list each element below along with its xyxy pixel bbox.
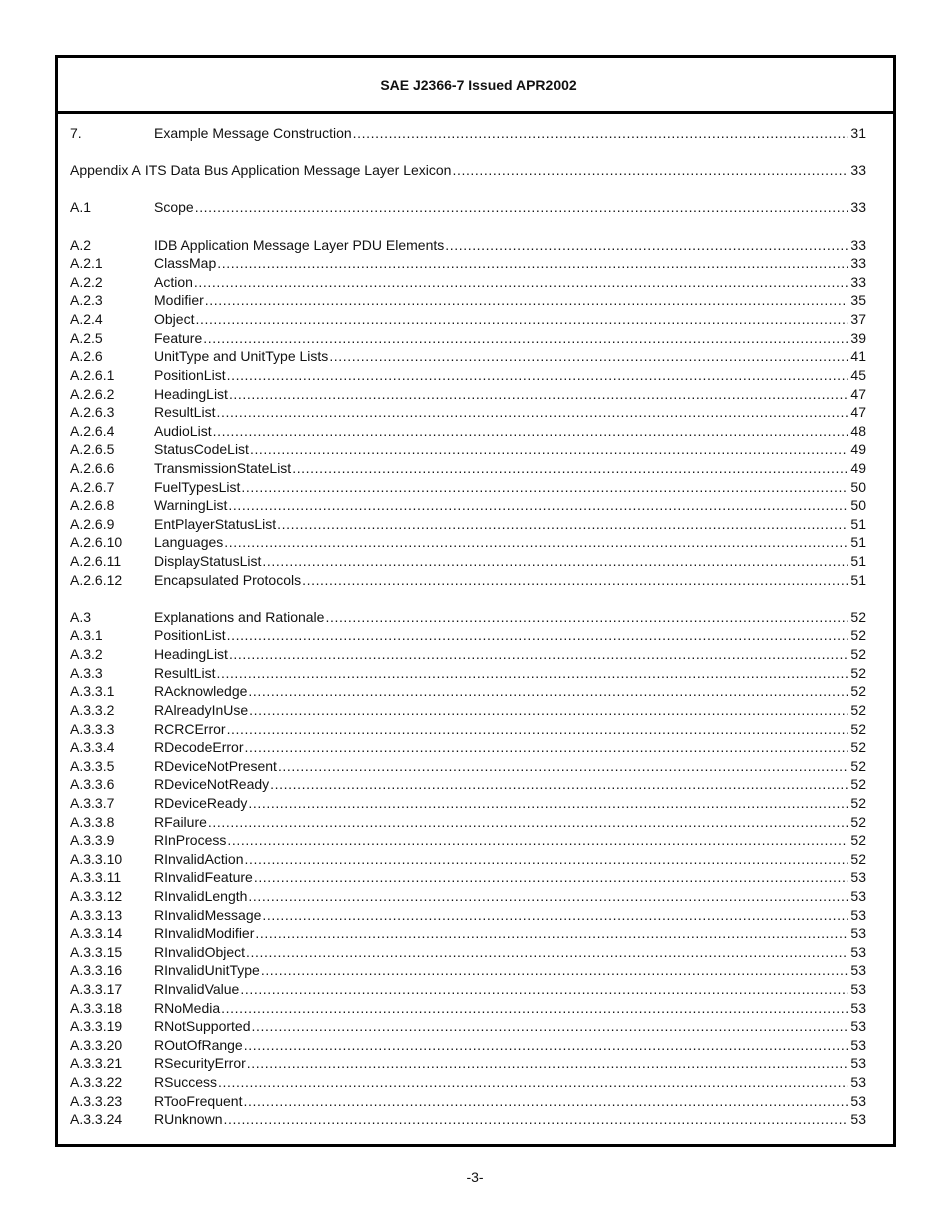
toc-entry-page: 52	[850, 683, 866, 700]
toc-entry-page: 41	[850, 348, 866, 365]
toc-entry-number: A.3.3.1	[70, 683, 115, 700]
toc-entry-title: DisplayStatusList	[154, 553, 262, 570]
toc-entry[interactable]	[70, 924, 866, 943]
toc-entry-page: 33	[850, 199, 866, 216]
toc-entry-number: A.3.3.9	[70, 832, 115, 849]
toc-entry-page: 48	[850, 422, 866, 439]
toc-entry-page: 52	[850, 757, 866, 774]
toc-entry[interactable]	[70, 422, 866, 441]
toc-leader-dots	[224, 533, 848, 552]
toc-leader-dots	[227, 831, 848, 850]
toc-entry-title: HeadingList	[154, 385, 228, 402]
toc-entry-number: A.2.6.9	[70, 515, 115, 532]
toc-entry[interactable]	[70, 198, 866, 217]
toc-leader-dots	[244, 738, 848, 757]
toc-entry-title: FuelTypesList	[154, 478, 241, 495]
toc-entry-number: A.2.3	[70, 292, 103, 309]
toc-entry[interactable]	[70, 645, 866, 664]
toc-leader-dots	[216, 403, 848, 422]
toc-leader-dots	[277, 515, 848, 534]
toc-entry-number: A.3.3.15	[70, 943, 123, 960]
toc-entry-title: RSecurityError	[154, 1055, 246, 1072]
toc-entry-number: A.3.3.2	[70, 701, 115, 718]
toc-leader-dots	[227, 626, 849, 645]
toc-entry-page: 51	[850, 515, 866, 532]
toc-entry-number: A.3.2	[70, 646, 103, 663]
toc-entry-number: A.3.3.6	[70, 776, 115, 793]
toc-entry[interactable]	[70, 347, 866, 366]
toc-entry-page: 53	[850, 1074, 866, 1091]
toc-entry[interactable]	[70, 720, 866, 739]
toc-entry-title: RDeviceReady	[154, 794, 248, 811]
toc-entry-title: ClassMap	[154, 255, 217, 272]
toc-entry-number: A.3.3.13	[70, 906, 123, 923]
toc-entry-page: 49	[850, 441, 866, 458]
toc-entry-page: 33	[850, 162, 866, 179]
toc-entry-number: A.2.6.8	[70, 497, 115, 514]
toc-entry-title: HeadingList	[154, 646, 228, 663]
toc-entry-page: 35	[850, 292, 866, 309]
document-frame	[55, 55, 896, 1147]
toc-entry-number: A.3.3.4	[70, 739, 115, 756]
toc-entry-page: 52	[850, 813, 866, 830]
toc-entry-number: A.2.6.4	[70, 422, 115, 439]
toc-entry-page: 52	[850, 664, 866, 681]
toc-entry[interactable]	[70, 1017, 866, 1036]
toc-entry-title: AudioList	[154, 422, 212, 439]
toc-leader-dots	[223, 1110, 848, 1129]
toc-entry-page: 53	[850, 1055, 866, 1072]
toc-leader-dots	[278, 757, 848, 776]
toc-entry-page: 51	[850, 553, 866, 570]
toc-entry-page: 31	[850, 125, 866, 141]
toc-entry-title: ResultList	[154, 404, 216, 421]
toc-entry[interactable]	[70, 310, 866, 329]
toc-entry-number: A.3.3.10	[70, 850, 123, 867]
toc-entry-title: RFailure	[154, 813, 207, 830]
toc-entry-title: RCRCError	[154, 720, 226, 737]
toc-leader-dots	[249, 701, 848, 720]
toc-leader-dots	[261, 961, 849, 980]
toc-entry-page: 52	[850, 739, 866, 756]
toc-entry-number: A.3.3.17	[70, 981, 123, 998]
toc-entry-page: 52	[850, 608, 866, 625]
document-header	[58, 58, 893, 114]
toc-entry-number: A.3.3.14	[70, 925, 123, 942]
toc-entry-page: 53	[850, 1092, 866, 1109]
toc-spacer	[70, 589, 866, 608]
toc-entry[interactable]	[70, 273, 866, 292]
toc-entry-number: A.2.6.10	[70, 534, 123, 551]
toc-entry[interactable]	[70, 366, 866, 385]
toc-entry-number: A.2.5	[70, 329, 103, 346]
toc-leader-dots	[195, 198, 849, 217]
toc-entry-title: RInvalidLength	[154, 887, 248, 904]
toc-entry-page: 53	[850, 1111, 866, 1128]
toc-leader-dots	[353, 124, 849, 143]
toc-entry-title: ROutOfRange	[154, 1036, 243, 1053]
toc-leader-dots	[213, 422, 849, 441]
toc-entry-title: RInvalidModifier	[154, 925, 255, 942]
page-number: -3-	[466, 1169, 484, 1185]
toc-entry[interactable]	[70, 515, 866, 534]
toc-entry[interactable]	[70, 738, 866, 757]
toc-entry-number: A.2.4	[70, 311, 103, 328]
toc-leader-dots	[245, 850, 849, 869]
toc-entry[interactable]	[70, 961, 866, 980]
toc-entry-page: 53	[850, 925, 866, 942]
toc-entry-number: A.2.6.3	[70, 404, 115, 421]
toc-entry-page: 53	[850, 906, 866, 923]
toc-entry-number: A.2.6.12	[70, 571, 123, 588]
toc-entry-number: A.2.6.7	[70, 478, 115, 495]
toc-entry-title: IDB Application Message Layer PDU Elements	[154, 236, 445, 253]
toc-entry-number: A.3.3.11	[70, 869, 122, 886]
toc-entry[interactable]	[70, 1092, 866, 1111]
toc-entry-page: 33	[850, 273, 866, 290]
toc-entry-number: A.2.6.6	[70, 459, 115, 476]
toc-entry-title: RInvalidMessage	[154, 906, 262, 923]
toc-entry[interactable]	[70, 980, 866, 999]
toc-entry-number: A.2.6.2	[70, 385, 115, 402]
toc-leader-dots	[302, 571, 848, 590]
toc-entry-page: 52	[850, 701, 866, 718]
toc-entry-title: Scope	[154, 199, 194, 216]
toc-entry-page: 52	[850, 832, 866, 849]
table-of-contents	[70, 124, 866, 1129]
toc-entry-number: A.2.6	[70, 348, 103, 365]
toc-leader-dots	[248, 887, 848, 906]
toc-entry-page: 47	[850, 404, 866, 421]
toc-entry-title: RNotSupported	[154, 1018, 251, 1035]
toc-entry-page: 53	[850, 1018, 866, 1035]
toc-entry-title: ResultList	[154, 664, 216, 681]
toc-entry-title: Action	[154, 273, 193, 290]
toc-entry[interactable]	[70, 124, 866, 143]
toc-leader-dots	[216, 664, 848, 683]
toc-spacer	[70, 217, 866, 236]
toc-entry-page: 53	[850, 887, 866, 904]
toc-leader-dots	[292, 459, 848, 478]
toc-leader-dots	[217, 254, 848, 273]
toc-entry-title: PositionList	[154, 627, 226, 644]
toc-leader-dots	[252, 1017, 849, 1036]
toc-entry-number: A.3.3.22	[70, 1074, 123, 1091]
toc-entry-page: 53	[850, 962, 866, 979]
toc-entry-number: Appendix A	[70, 162, 141, 179]
toc-entry[interactable]	[70, 1054, 866, 1073]
toc-entry[interactable]	[70, 329, 866, 348]
toc-entry-title: RSuccess	[154, 1074, 218, 1091]
toc-leader-dots	[221, 999, 848, 1018]
toc-entry-title: ITS Data Bus Application Message Layer Lexicon	[144, 162, 452, 179]
toc-entry-title: RInvalidValue	[154, 981, 240, 998]
toc-entry-title: RTooFrequent	[154, 1092, 243, 1109]
toc-entry-page: 49	[850, 459, 866, 476]
toc-entry-number: A.3.3.3	[70, 720, 115, 737]
toc-entry-number: A.3.3.7	[70, 794, 115, 811]
toc-leader-dots	[254, 868, 849, 887]
toc-entry-number: A.1	[70, 199, 92, 216]
toc-entry-title: TransmissionStateList	[154, 459, 292, 476]
toc-entry-title: RInvalidFeature	[154, 869, 253, 886]
toc-entry-page: 53	[850, 869, 866, 886]
toc-entry-title: WarningList	[154, 497, 228, 514]
toc-entry[interactable]	[70, 906, 866, 925]
toc-leader-dots	[218, 1073, 848, 1092]
toc-entry-number: A.3.3.21	[70, 1055, 123, 1072]
toc-entry[interactable]	[70, 850, 866, 869]
toc-entry[interactable]	[70, 236, 866, 255]
toc-entry-number: A.2.6.5	[70, 441, 115, 458]
toc-entry[interactable]	[70, 887, 866, 906]
toc-entry-page: 52	[850, 850, 866, 867]
toc-entry-title: Example Message Construction	[154, 125, 352, 141]
toc-leader-dots	[247, 1054, 849, 1073]
toc-entry-number: A.3.3.19	[70, 1018, 123, 1035]
toc-entry[interactable]	[70, 385, 866, 404]
toc-entry-number: A.3.3.5	[70, 757, 115, 774]
toc-entry-page: 50	[850, 478, 866, 495]
toc-leader-dots	[195, 310, 848, 329]
toc-entry-title: Languages	[154, 534, 224, 551]
toc-entry-number: A.2.1	[70, 255, 103, 272]
toc-entry-page: 37	[850, 311, 866, 328]
toc-leader-dots	[325, 608, 848, 627]
toc-leader-dots	[205, 291, 849, 310]
toc-entry-number: 7.	[70, 125, 82, 141]
toc-entry-title: RInvalidObject	[154, 943, 246, 960]
toc-leader-dots	[262, 906, 848, 925]
toc-leader-dots	[194, 273, 849, 292]
toc-leader-dots	[228, 496, 848, 515]
toc-entry[interactable]	[70, 943, 866, 962]
toc-entry[interactable]	[70, 701, 866, 720]
toc-entry[interactable]	[70, 682, 866, 701]
toc-entry[interactable]	[70, 608, 866, 627]
toc-leader-dots	[229, 385, 848, 404]
toc-entry[interactable]	[70, 868, 866, 887]
toc-leader-dots	[248, 682, 848, 701]
toc-leader-dots	[329, 347, 848, 366]
toc-entry-number: A.3.3.12	[70, 887, 123, 904]
toc-entry-title: UnitType and UnitType Lists	[154, 348, 329, 365]
toc-entry-page: 52	[850, 627, 866, 644]
toc-entry[interactable]	[70, 1036, 866, 1055]
toc-entry-title: RInProcess	[154, 832, 227, 849]
toc-entry-title: EntPlayerStatusList	[154, 515, 277, 532]
toc-entry-title: Modifier	[154, 292, 204, 309]
toc-entry[interactable]	[70, 626, 866, 645]
toc-entry-number: A.2	[70, 236, 92, 253]
toc-entry-page: 39	[850, 329, 866, 346]
toc-entry-page: 53	[850, 999, 866, 1016]
toc-leader-dots	[445, 236, 848, 255]
toc-entry-title: RAlreadyInUse	[154, 701, 249, 718]
toc-entry[interactable]	[70, 775, 866, 794]
toc-entry-page: 51	[850, 534, 866, 551]
toc-entry-title: RInvalidUnitType	[154, 962, 260, 979]
toc-entry-page: 53	[850, 981, 866, 998]
toc-entry[interactable]	[70, 1073, 866, 1092]
toc-entry-page: 53	[850, 1036, 866, 1053]
toc-entry-title: RDeviceNotReady	[154, 776, 270, 793]
toc-entry[interactable]	[70, 831, 866, 850]
toc-entry-title: RAcknowledge	[154, 683, 248, 700]
toc-leader-dots	[255, 924, 848, 943]
toc-entry-page: 52	[850, 776, 866, 793]
toc-entry-page: 50	[850, 497, 866, 514]
toc-entry-title: PositionList	[154, 366, 226, 383]
toc-entry-title: RNoMedia	[154, 999, 221, 1016]
toc-entry-page: 53	[850, 943, 866, 960]
toc-entry-number: A.3.3.16	[70, 962, 123, 979]
toc-leader-dots	[270, 775, 848, 794]
toc-entry[interactable]	[70, 478, 866, 497]
toc-entry[interactable]	[70, 757, 866, 776]
toc-entry-number: A.3	[70, 608, 92, 625]
toc-entry-number: A.3.3.23	[70, 1092, 123, 1109]
toc-spacer	[70, 180, 866, 199]
toc-entry-number: A.3.3.24	[70, 1111, 123, 1128]
toc-entry[interactable]	[70, 999, 866, 1018]
toc-entry-page: 33	[850, 236, 866, 253]
toc-entry[interactable]	[70, 533, 866, 552]
toc-entry[interactable]	[70, 459, 866, 478]
toc-entry-page: 51	[850, 571, 866, 588]
toc-entry-page: 33	[850, 255, 866, 272]
toc-entry[interactable]	[70, 664, 866, 683]
toc-entry-title: RDeviceNotPresent	[154, 757, 277, 774]
toc-entry-title: Encapsulated Protocols	[154, 571, 302, 588]
toc-entry-page: 47	[850, 385, 866, 402]
toc-leader-dots	[227, 366, 849, 385]
toc-entry-page: 45	[850, 366, 866, 383]
toc-leader-dots	[250, 440, 848, 459]
toc-entry-number: A.2.6.1	[70, 366, 115, 383]
toc-entry[interactable]	[70, 552, 866, 571]
toc-entry[interactable]	[70, 440, 866, 459]
toc-entry-title: RDecodeError	[154, 739, 244, 756]
toc-leader-dots	[246, 943, 848, 962]
toc-entry-title: RInvalidAction	[154, 850, 244, 867]
toc-leader-dots	[227, 720, 849, 739]
toc-entry[interactable]	[70, 813, 866, 832]
toc-leader-dots	[244, 1036, 849, 1055]
toc-entry[interactable]	[70, 161, 866, 180]
toc-entry[interactable]	[70, 496, 866, 515]
toc-entry[interactable]	[70, 571, 866, 590]
toc-leader-dots	[240, 980, 848, 999]
toc-leader-dots	[248, 794, 848, 813]
toc-entry-page: 52	[850, 720, 866, 737]
toc-entry[interactable]	[70, 403, 866, 422]
toc-leader-dots	[262, 552, 848, 571]
toc-entry[interactable]	[70, 1110, 866, 1129]
toc-entry-number: A.3.3.8	[70, 813, 115, 830]
toc-spacer	[70, 143, 866, 162]
toc-entry[interactable]	[70, 254, 866, 273]
toc-entry-title: StatusCodeList	[154, 441, 249, 458]
toc-entry-title: Object	[154, 311, 195, 328]
toc-entry-number: A.3.3.20	[70, 1036, 123, 1053]
toc-entry[interactable]	[70, 291, 866, 310]
toc-entry-number: A.3.1	[70, 627, 103, 644]
toc-leader-dots	[229, 645, 848, 664]
toc-entry-page: 52	[850, 794, 866, 811]
toc-entry-number: A.2.2	[70, 273, 103, 290]
toc-entry-title: RUnknown	[154, 1111, 223, 1128]
toc-leader-dots	[208, 813, 849, 832]
toc-entry-number: A.2.6.11	[70, 553, 122, 570]
toc-entry-page: 52	[850, 646, 866, 663]
toc-entry-number: A.3.3.18	[70, 999, 123, 1016]
document-title: SAE J2366-7 Issued APR2002	[380, 76, 577, 93]
toc-entry-number: A.3.3	[70, 664, 103, 681]
toc-leader-dots	[452, 161, 848, 180]
toc-leader-dots	[241, 478, 848, 497]
toc-leader-dots	[243, 1092, 848, 1111]
toc-entry-title: Explanations and Rationale	[154, 608, 325, 625]
toc-entry[interactable]	[70, 794, 866, 813]
toc-leader-dots	[203, 329, 848, 348]
toc-entry-title: Feature	[154, 329, 203, 346]
